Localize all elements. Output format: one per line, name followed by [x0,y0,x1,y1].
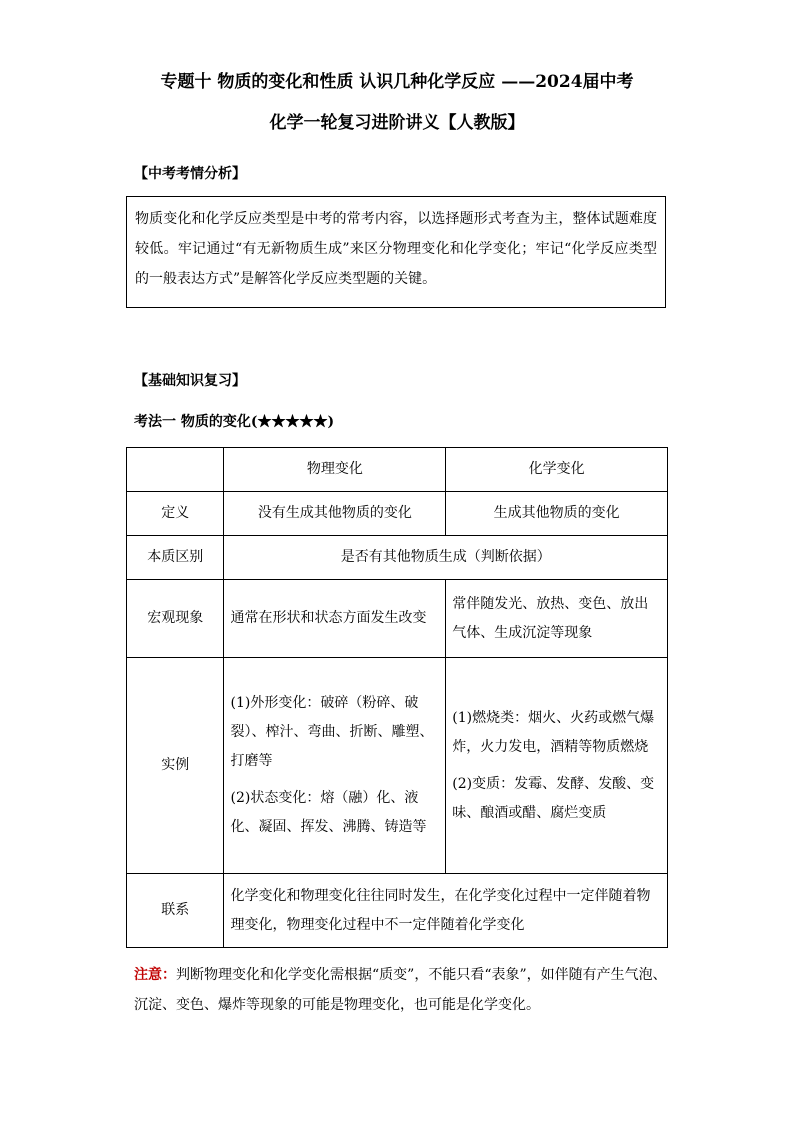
definition-chemical: 生成其他物质的变化 [446,492,668,536]
document-title-line-1: 专题十 物质的变化和性质 认识几种化学反应 ——2024届中考 [160,72,634,92]
table-row [127,658,668,874]
essence-value: 是否有其他物质生成（判断依据） [224,536,668,580]
header-cell-physical: 物理变化 [224,448,446,492]
example-physical-shape: (1)外形变化：破碎（粉碎、破裂）、榨汁、弯曲、折断、雕塑、打磨等 [230,695,434,769]
table-row [127,492,668,536]
phenomenon-chemical: 常伴随发光、放热、变色、放出气体、生成沉淀等现象 [446,580,668,658]
example-chemical-deterioration: (2)变质：发霉、发酵、发酸、变味、酿酒或醋、腐烂变质 [452,775,655,821]
analysis-box: 物质变化和化学反应类型是中考的常考内容，以选择题形式考查为主，整体试题难度较低。牢记通过“有无新物质生成”来区分物理变化和化学变化；牢记“化学反应类型的一般表达方式”是解答化学反应类型题的关键。 [126,196,666,308]
example-physical-state: (2)状态变化：熔（融）化、液化、凝固、挥发、沸腾、铸造等 [230,790,427,835]
row-label-definition: 定义 [127,492,224,536]
note-text: 判断物理变化和化学变化需根据“质变”，不能只看“表象”，如伴随有产生气泡、沉淀、变色、爆炸等现象的可能是物理变化，也可能是化学变化。 [134,967,667,1013]
table-row [127,536,668,580]
document-title-line-2: 化学一轮复习进阶讲义【人教版】 [269,113,525,133]
table-row [127,580,668,658]
row-label-relation: 联系 [127,874,224,948]
row-label-phenomenon: 宏观现象 [127,580,224,658]
relation-value: 化学变化和物理变化往往同时发生，在化学变化过程中一定伴随着物理变化，物理变化过程中不一定伴随着化学变化 [224,874,668,948]
method-one-heading: 考法一 物质的变化(★★★★★) [134,414,335,430]
examples-physical [224,658,446,874]
matter-change-table [126,447,668,948]
note-label: 注意： [134,967,176,983]
definition-physical: 没有生成其他物质的变化 [224,492,446,536]
header-cell-chemical: 化学变化 [446,448,668,492]
analysis-heading: 【中考考情分析】 [134,166,246,182]
note-paragraph [134,960,668,1020]
row-label-essence: 本质区别 [127,536,224,580]
review-heading: 【基础知识复习】 [134,373,246,389]
examples-chemical [446,658,668,874]
example-chemical-combustion: (1)燃烧类：烟火、火药或燃气爆炸，火力发电，酒精等物质燃烧 [452,709,655,755]
table-row [127,874,668,948]
header-cell-empty [127,448,224,492]
row-label-examples: 实例 [127,658,224,874]
phenomenon-physical: 通常在形状和状态方面发生改变 [224,580,446,658]
table-row [127,448,668,492]
